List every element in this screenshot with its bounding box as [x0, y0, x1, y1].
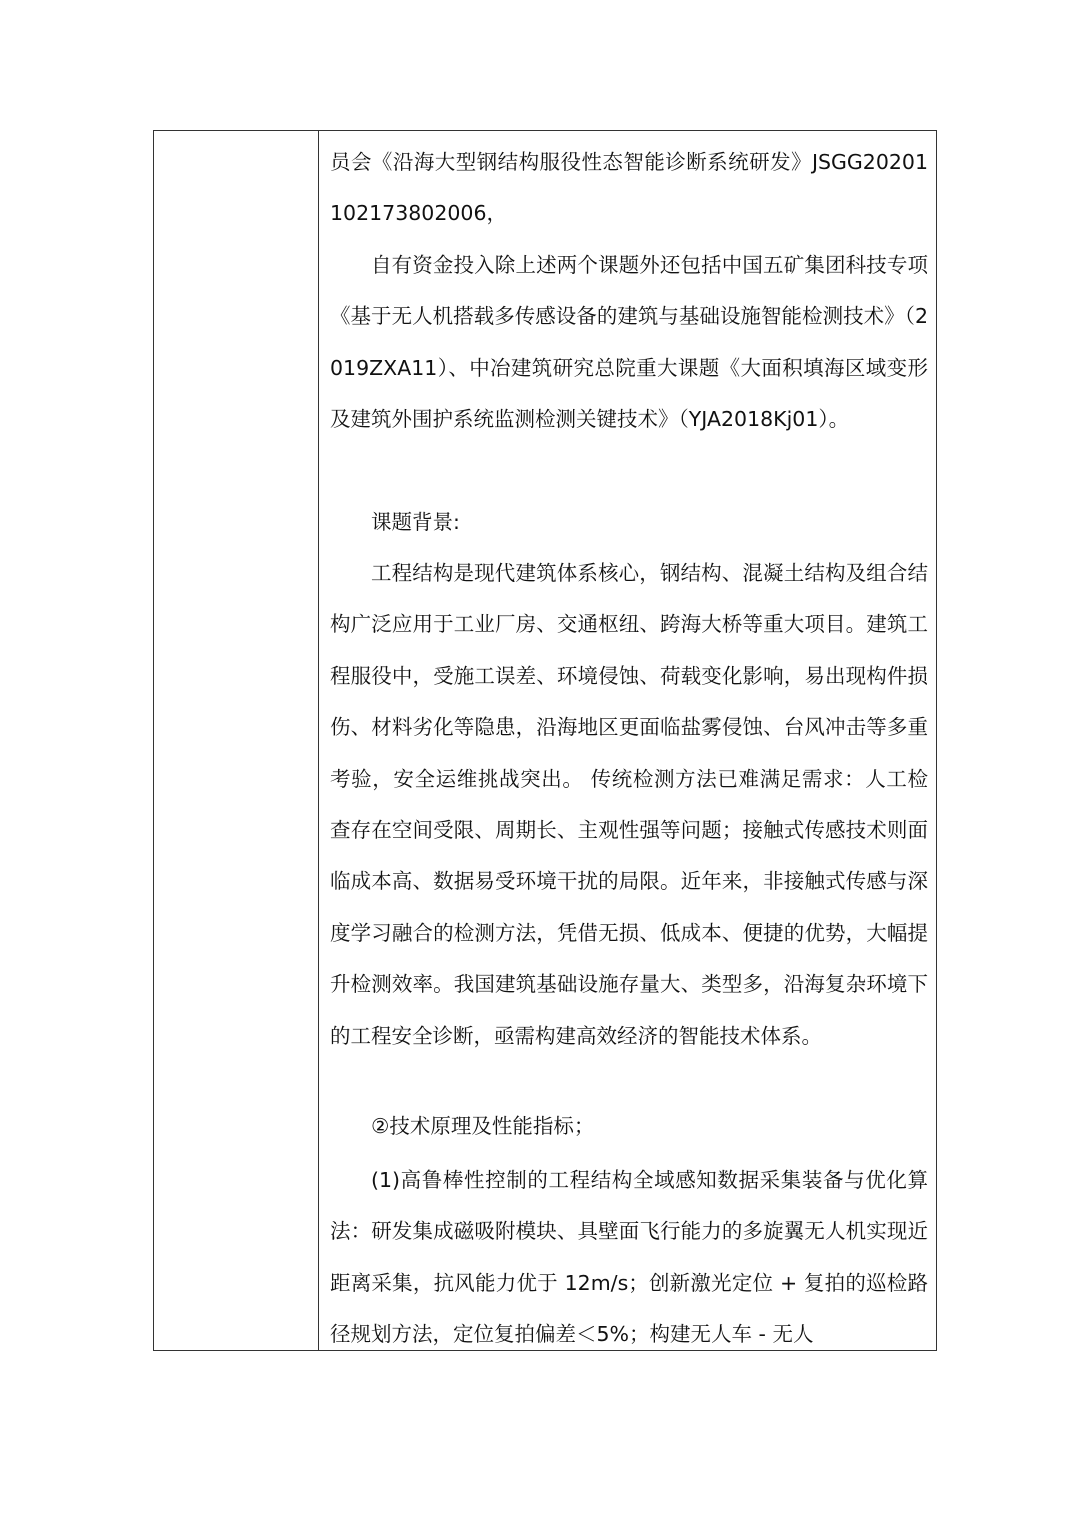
document-table — [153, 130, 937, 1351]
paragraph-technical-principle-heading: ②技术原理及性能指标； — [371, 1114, 595, 1138]
paragraph-background-body: 工程结构是现代建筑体系核心，钢结构、混凝土结构及组合结构广泛应用于工业厂房、交通枢纽、跨海大桥等重大项目。建筑工程服役中，受施工误差、环境侵蚀、荷载变化影响，易出现构件损伤、材料劣化等隐患，沿海地区更面临盐雾侵蚀、台风冲击等多重考验，安全运维挑战突出。 传统检测方法已难满足需求：人工检查存在空间受限、周期长、主观性强等问题；接触式传感技术则面临成本高、数据易受环境干扰的局限。近年来，非接触式传感与深度学习融合的检测方法，凭借无损、低成本、便捷的优势，大幅提升检测效率。我国建筑基础设施存量大、类型多，沿海复杂环境下的工程安全诊断，亟需构建高效经济的智能技术体系。 — [330, 561, 928, 1048]
table-label-cell — [154, 131, 319, 1350]
table-content-cell — [319, 131, 936, 1350]
paragraph-technical-item-1: (1)高鲁棒性控制的工程结构全域感知数据采集装备与优化算法：研发集成磁吸附模块、具壁面飞行能力的多旋翼无人机实现近距离采集，抗风能力优于 12m/s；创新激光定位 + 复拍的巡检路径规划方法，定位复拍偏差＜5%；构建无人车 - 无人 — [330, 1168, 928, 1347]
paragraph-self-funding: 自有资金投入除上述两个课题外还包括中国五矿集团科技专项《基于无人机搭载多传感设备的建筑与基础设施智能检测技术》（2019ZXA11）、中冶建筑研究总院重大课题《大面积填海区域变形及建筑外围护系统监测检测关键技术》（YJA2018Kj01）。 — [330, 253, 928, 432]
paragraph-project-funding-continued: 员会《沿海大型钢结构服役性态智能诊断系统研发》JSGG20201102173802006， — [330, 150, 928, 226]
paragraph-background-heading: 课题背景: — [371, 510, 460, 534]
